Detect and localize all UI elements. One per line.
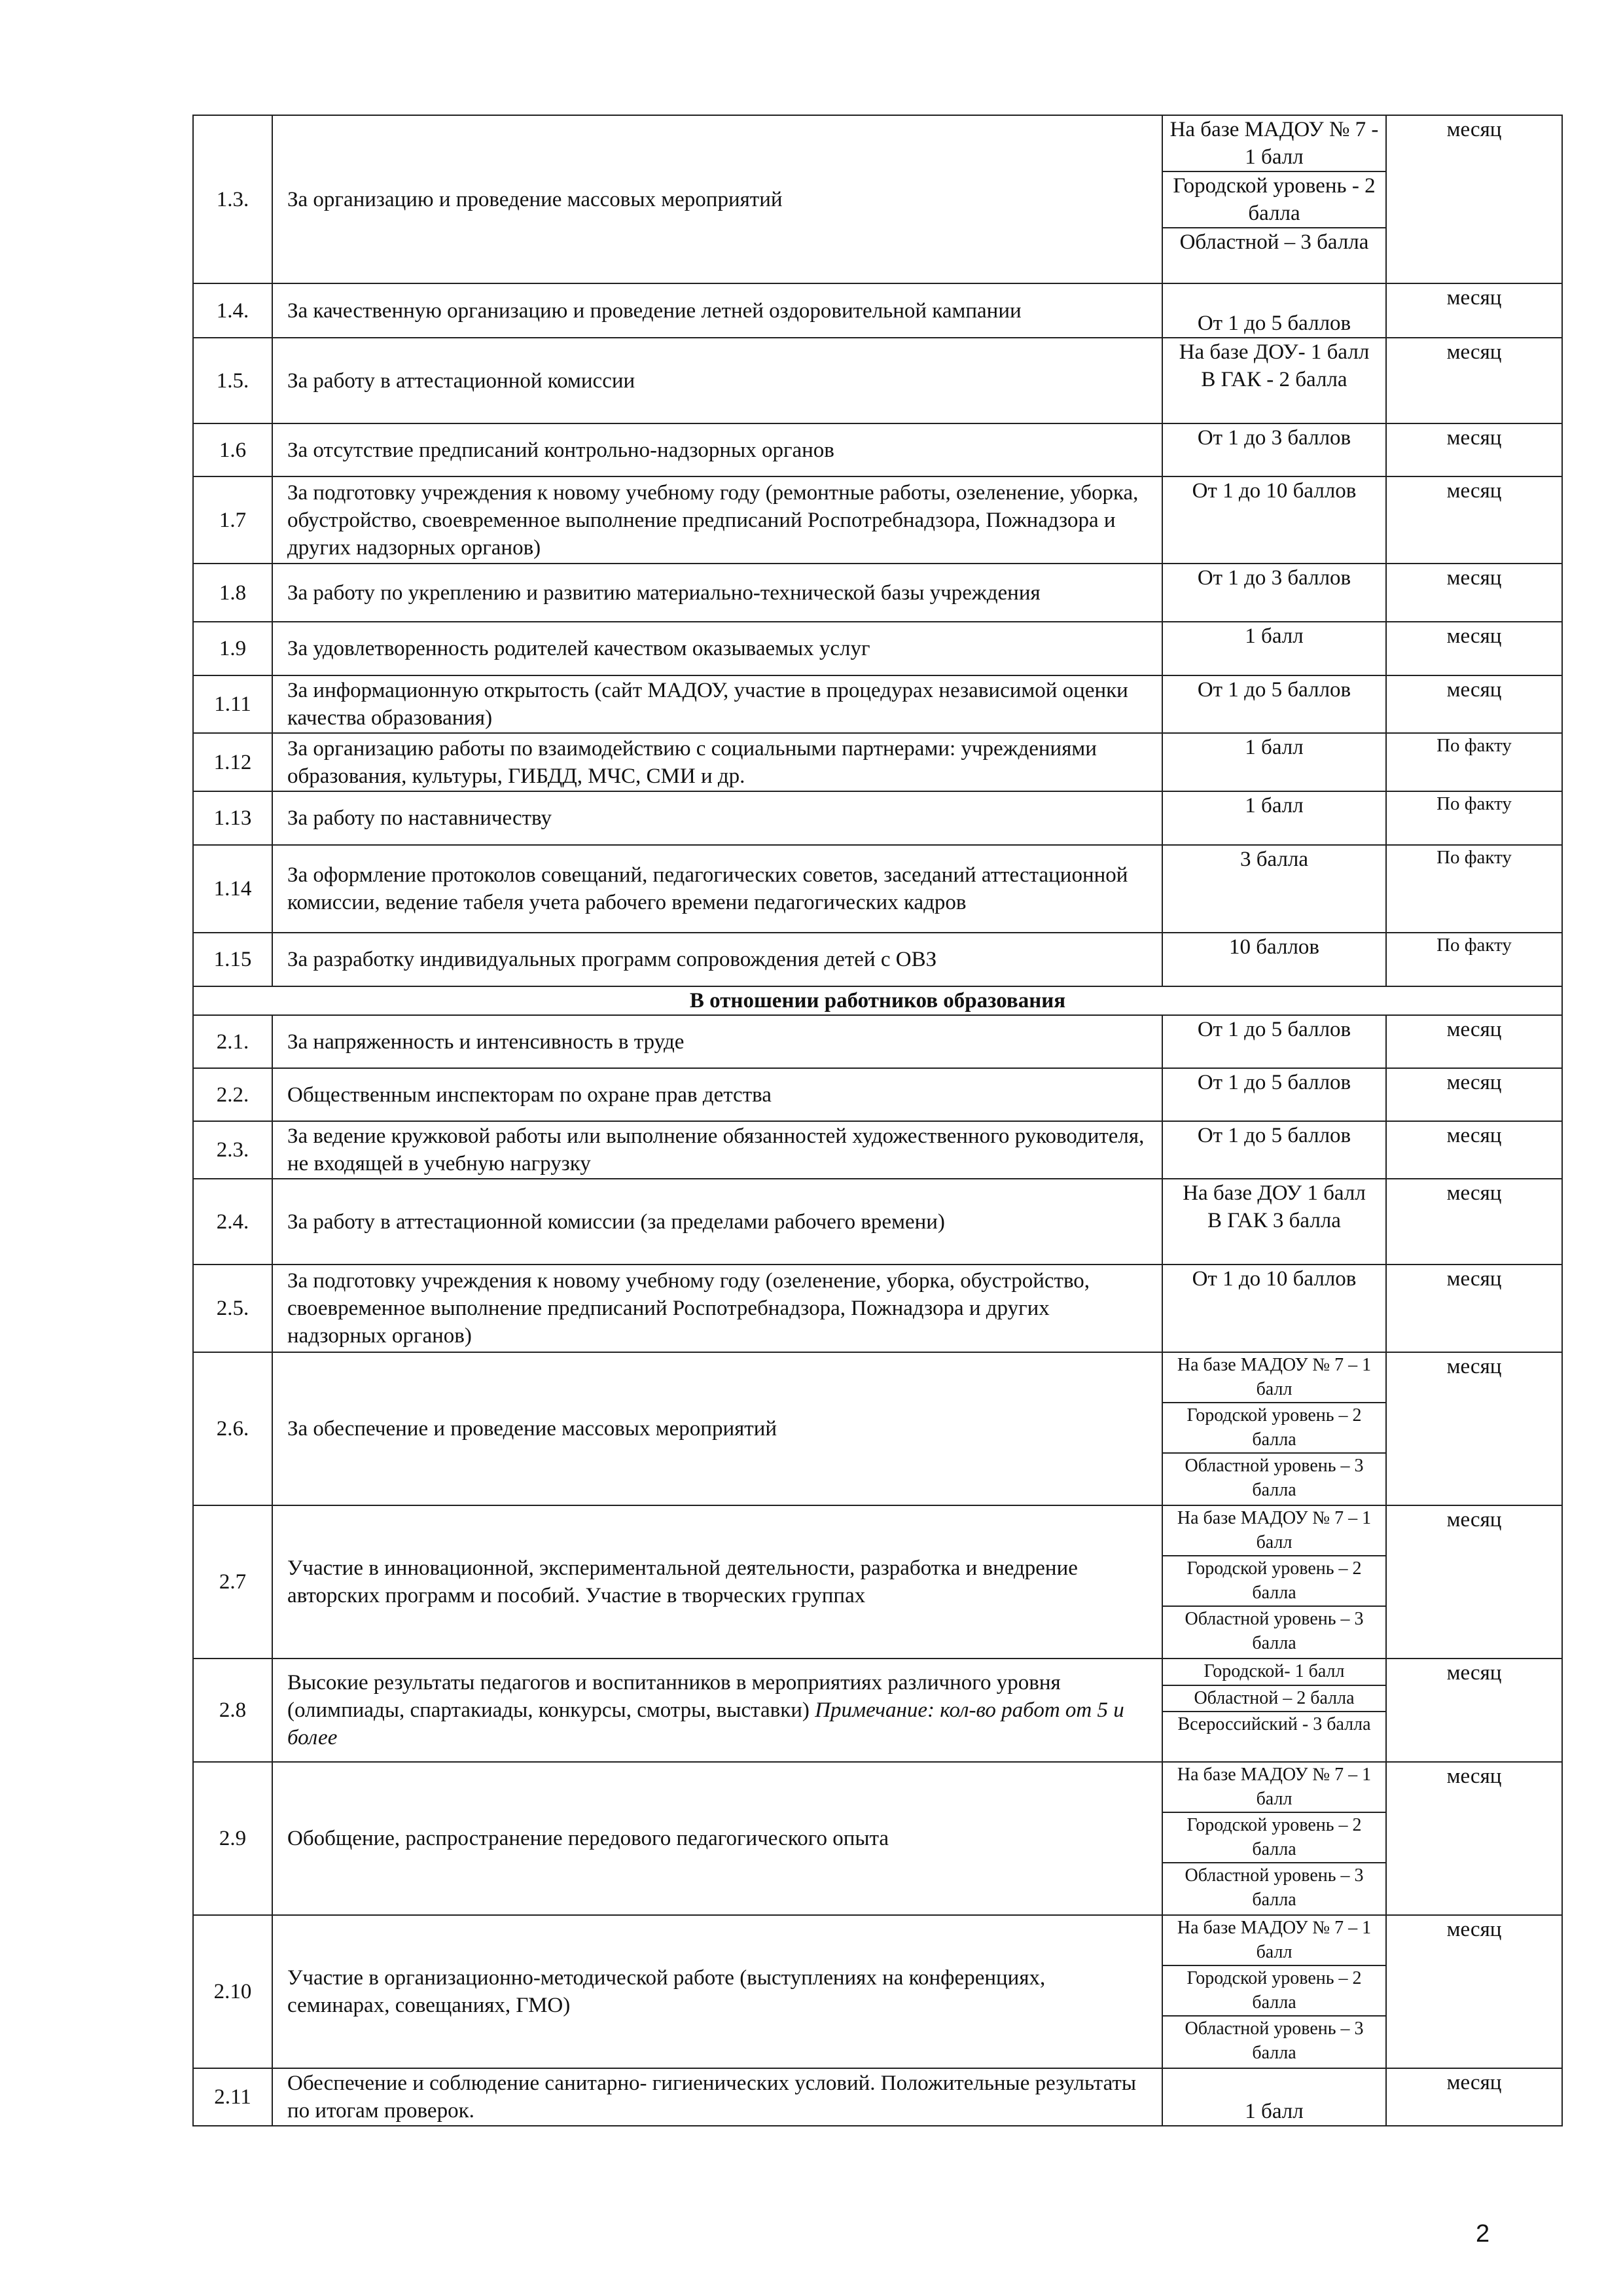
row-description: За ведение кружковой работы или выполнение обязанностей художественного руководителя, не входящей в учебную нагрузку [272, 1121, 1162, 1179]
row-number: 2.10 [193, 1915, 272, 2068]
row-description: За работу по наставничеству [272, 791, 1162, 845]
row-number: 2.7 [193, 1505, 272, 1659]
points: От 1 до 5 баллов [1162, 1121, 1386, 1179]
period: месяц [1386, 338, 1562, 423]
criteria-table [192, 115, 1563, 2126]
row-number: 1.12 [193, 733, 272, 791]
row-description: За удовлетворенность родителей качеством оказываемых услуг [272, 622, 1162, 675]
row-number: 2.3. [193, 1121, 272, 1179]
period: месяц [1386, 1265, 1562, 1352]
points-level-3: Областной – 3 балла [1162, 228, 1386, 283]
row-number: 2.6. [193, 1352, 272, 1505]
description-text: Высокие результаты педагогов и воспитанников в мероприятиях различного уровня (олимпиады, спартакиады, конкурсы, смотры, выставки) [287, 1671, 1061, 1722]
row-number: 2.8 [193, 1659, 272, 1762]
row-description: Участие в инновационной, экспериментальной деятельности, разработка и внедрение авторских программ и пособий. Участие в творческих группах [272, 1505, 1162, 1659]
row-description: За оформление протоколов совещаний, педагогических советов, заседаний аттестационной комиссии, ведение табеля учета рабочего времени педагогических кадров [272, 845, 1162, 933]
period: месяц [1386, 1015, 1562, 1068]
row-description: За организацию и проведение массовых мероприятий [272, 115, 1162, 283]
row-description: За организацию работы по взаимодействию с социальными партнерами: учреждениями образования, культуры, ГИБДД, МЧС, СМИ и др. [272, 733, 1162, 791]
row-number: 1.8 [193, 564, 272, 622]
points-level-1: На базе МАДОУ № 7 – 1 балл [1162, 1505, 1386, 1556]
row-description: За качественную организацию и проведение летней оздоровительной кампании [272, 283, 1162, 338]
period: месяц [1386, 1915, 1562, 2068]
section-header: В отношении работников образования [193, 986, 1562, 1015]
row-description: Обобщение, распространение передового педагогического опыта [272, 1762, 1162, 1915]
period: месяц [1386, 283, 1562, 338]
points: От 1 до 5 баллов [1162, 1015, 1386, 1068]
points-level-2: Городской уровень - 2 балла [1162, 171, 1386, 228]
points-dou: На базе ДОУ- 1 балл [1179, 340, 1370, 364]
period: месяц [1386, 1121, 1562, 1179]
row-number: 1.14 [193, 845, 272, 933]
period: месяц [1386, 1762, 1562, 1915]
points: От 1 до 10 баллов [1162, 1265, 1386, 1352]
points-level-2: Областной – 2 балла [1162, 1685, 1386, 1712]
row-description: Участие в организационно-методической работе (выступлениях на конференциях, семинарах, совещаниях, ГМО) [272, 1915, 1162, 2068]
points: От 1 до 3 баллов [1162, 564, 1386, 622]
period: месяц [1386, 622, 1562, 675]
points [1162, 338, 1386, 423]
points: 1 балл [1162, 2068, 1386, 2126]
row-description: За разработку индивидуальных программ сопровождения детей с ОВЗ [272, 933, 1162, 986]
period: месяц [1386, 1659, 1562, 1762]
row-number: 1.9 [193, 622, 272, 675]
period: месяц [1386, 564, 1562, 622]
period: месяц [1386, 115, 1562, 283]
points: От 1 до 3 баллов [1162, 423, 1386, 476]
points-gak: В ГАК 3 балла [1207, 1209, 1341, 1232]
page-number: 2 [1476, 2220, 1490, 2248]
points-level-2: Городской уровень – 2 балла [1162, 1812, 1386, 1863]
row-number: 1.13 [193, 791, 272, 845]
points-level-1: На базе МАДОУ № 7 - 1 балл [1162, 115, 1386, 171]
points-level-1: На базе МАДОУ № 7 – 1 балл [1162, 1915, 1386, 1965]
row-description: За подготовку учреждения к новому учебному году (ремонтные работы, озеленение, уборка, обустройство, своевременное выполнение предписаний Роспотребнадзора, Пожнадзора и других надзорных органов) [272, 476, 1162, 564]
period: По факту [1386, 845, 1562, 933]
points-level-1: На базе МАДОУ № 7 – 1 балл [1162, 1352, 1386, 1403]
row-number: 2.5. [193, 1265, 272, 1352]
row-number: 2.9 [193, 1762, 272, 1915]
row-description: За работу по укреплению и развитию материально-технической базы учреждения [272, 564, 1162, 622]
row-number: 1.5. [193, 338, 272, 423]
points-level-3: Всероссийский - 3 балла [1162, 1712, 1386, 1762]
row-description: За обеспечение и проведение массовых мероприятий [272, 1352, 1162, 1505]
points-level-3: Областной уровень – 3 балла [1162, 2016, 1386, 2068]
points-level-3: Областной уровень – 3 балла [1162, 1606, 1386, 1659]
period: По факту [1386, 733, 1562, 791]
period: месяц [1386, 1068, 1562, 1121]
points: От 1 до 10 баллов [1162, 476, 1386, 564]
row-description: Обеспечение и соблюдение санитарно- гигиенических условий. Положительные результаты по итогам проверок. [272, 2068, 1162, 2126]
row-description: За работу в аттестационной комиссии (за пределами рабочего времени) [272, 1179, 1162, 1265]
row-number: 2.1. [193, 1015, 272, 1068]
points: 3 балла [1162, 845, 1386, 933]
row-description: Общественным инспекторам по охране прав детства [272, 1068, 1162, 1121]
row-description: За информационную открытость (сайт МАДОУ, участие в процедурах независимой оценки качества образования) [272, 675, 1162, 733]
row-number: 2.11 [193, 2068, 272, 2126]
period: месяц [1386, 1352, 1562, 1505]
points-gak: В ГАК - 2 балла [1201, 368, 1347, 391]
points: От 1 до 5 баллов [1162, 675, 1386, 733]
period: По факту [1386, 933, 1562, 986]
points: От 1 до 5 баллов [1162, 283, 1386, 338]
row-number: 2.4. [193, 1179, 272, 1265]
points-level-1: На базе МАДОУ № 7 – 1 балл [1162, 1762, 1386, 1812]
period: месяц [1386, 675, 1562, 733]
row-description: За работу в аттестационной комиссии [272, 338, 1162, 423]
points [1162, 1179, 1386, 1265]
points: 1 балл [1162, 622, 1386, 675]
period: месяц [1386, 1179, 1562, 1265]
points-level-1: Городской- 1 балл [1162, 1659, 1386, 1685]
points-level-3: Областной уровень – 3 балла [1162, 1863, 1386, 1915]
row-number: 1.6 [193, 423, 272, 476]
row-description: За подготовку учреждения к новому учебному году (озеленение, уборка, обустройство, своевременное выполнение предписаний Роспотребнадзора, Пожнадзора и других надзорных органов) [272, 1265, 1162, 1352]
period: месяц [1386, 2068, 1562, 2126]
points-level-2: Городской уровень – 2 балла [1162, 1965, 1386, 2016]
points-dou: На базе ДОУ 1 балл [1183, 1181, 1366, 1205]
row-number: 1.15 [193, 933, 272, 986]
points: 10 баллов [1162, 933, 1386, 986]
row-number: 1.11 [193, 675, 272, 733]
description-note: Примечание: кол-во работ от 5 и более [287, 1698, 1124, 1749]
row-number: 1.3. [193, 115, 272, 283]
row-description: За отсутствие предписаний контрольно-надзорных органов [272, 423, 1162, 476]
points-level-3: Областной уровень – 3 балла [1162, 1453, 1386, 1505]
row-description: За напряженность и интенсивность в труде [272, 1015, 1162, 1068]
points: От 1 до 5 баллов [1162, 1068, 1386, 1121]
row-number: 1.7 [193, 476, 272, 564]
period: месяц [1386, 423, 1562, 476]
row-description [272, 1659, 1162, 1762]
period: месяц [1386, 476, 1562, 564]
period: месяц [1386, 1505, 1562, 1659]
row-number: 2.2. [193, 1068, 272, 1121]
points-level-2: Городской уровень – 2 балла [1162, 1403, 1386, 1453]
points-level-2: Городской уровень – 2 балла [1162, 1556, 1386, 1606]
row-number: 1.4. [193, 283, 272, 338]
points: 1 балл [1162, 733, 1386, 791]
points: 1 балл [1162, 791, 1386, 845]
period: По факту [1386, 791, 1562, 845]
